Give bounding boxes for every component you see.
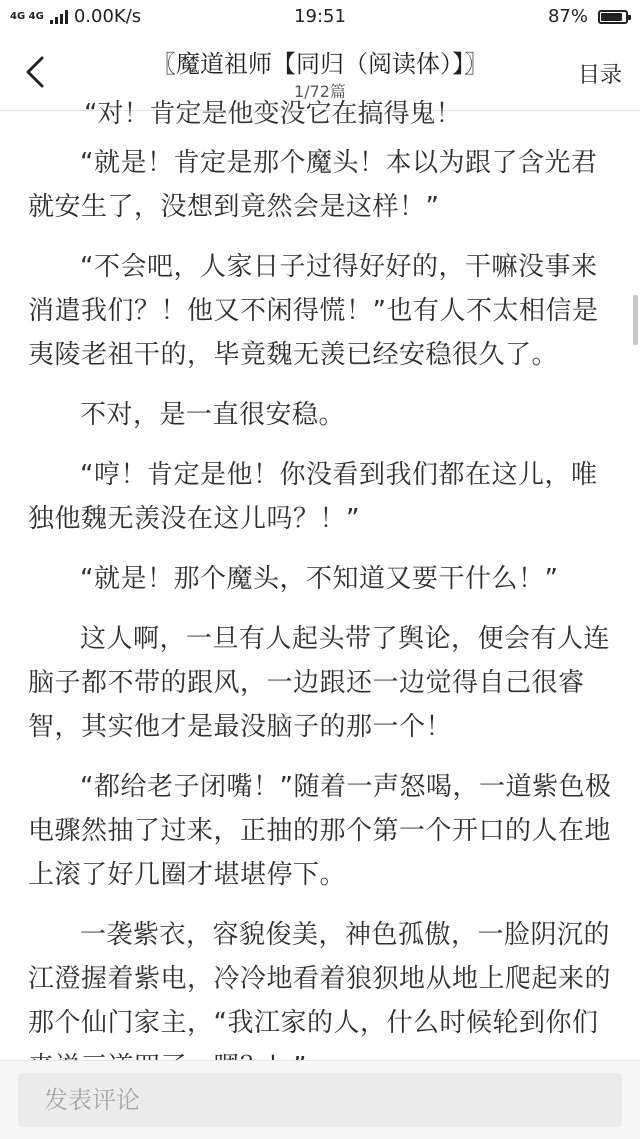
paragraph: “都给老子闭嘴！”随着一声怒喝，一道紫色极电骤然抽了过来，正抽的那个第一个开口的人在地上滚了好几圈才堪堪停下。 — [28, 772, 612, 890]
paragraph: 不对，是一直很安稳。 — [80, 400, 346, 430]
reading-content[interactable] — [0, 99, 640, 1060]
paragraph: “就是！肯定是那个魔头！本以为跟了含光君就安生了，没想到竟然会是这样！” — [28, 148, 598, 222]
chevron-left-icon — [18, 52, 54, 92]
paragraph: “哼！肯定是他！你没看到我们都在这儿，唯独他魏无羡没在这儿吗？！” — [28, 460, 598, 534]
paragraph: 这人啊，一旦有人起头带了舆论，便会有人连脑子都不带的跟风，一边跟还一边觉得自己很睿智，其实他才是最没脑子的那一个！ — [28, 624, 611, 742]
paragraph: 一袭紫衣，容貌俊美，神色孤傲，一脸阴沉的江澄握着紫电，冷冷地看着狼狈地从地上爬起来的那个仙门家主，“我江家的人，什么时候轮到你们 — [28, 920, 612, 1038]
network-speed: 0.00K/s — [73, 6, 142, 27]
back-button[interactable] — [18, 52, 54, 92]
battery-icon — [598, 10, 628, 24]
comment-bar — [0, 1060, 640, 1139]
battery-percent: 87% — [547, 6, 588, 27]
clock: 19:51 — [294, 6, 346, 27]
network-type-label: 4G 4G — [10, 10, 44, 22]
book-title: 〖魔道祖师【同归（阅读体）】〗 — [152, 50, 488, 78]
partial-top-line: “对！肯定是他变没它在搞得鬼！ — [84, 99, 462, 129]
status-bar — [0, 0, 640, 34]
scrollbar[interactable] — [633, 295, 638, 345]
page-indicator: 1/72篇 — [294, 82, 346, 101]
comment-input[interactable]: 发表评论 — [18, 1073, 622, 1127]
paragraph-list — [28, 141, 612, 1105]
paragraph: “就是！那个魔头，不知道又要干什么！” — [80, 564, 559, 594]
paragraph: “不会吧，人家日子过得好好的，干嘛没事来消遣我们？！他又不闲得慌！”也有人不太相信是夷陵老祖干的，毕竟魏无羡已经安稳很久了。 — [28, 252, 599, 370]
table-of-contents-button[interactable]: 目录 — [577, 63, 622, 88]
status-right — [548, 6, 628, 27]
battery-level — [601, 13, 622, 21]
